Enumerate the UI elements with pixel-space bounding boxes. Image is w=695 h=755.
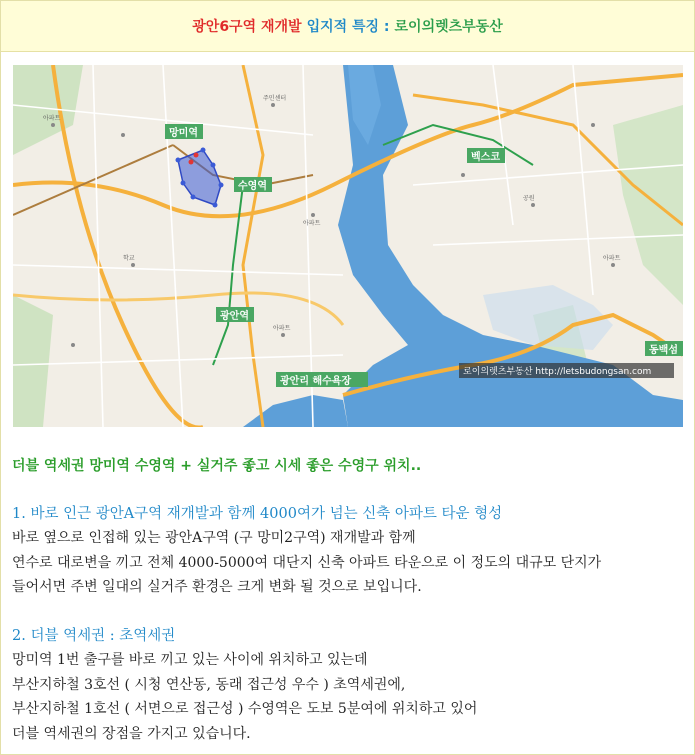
svg-text:학교: 학교 [123,255,135,262]
beach-label [276,372,368,387]
svg-text:광안리 해수욕장: 광안리 해수욕장 [280,376,352,387]
svg-text:아파트: 아파트 [303,220,321,227]
section-2-line: 더블 역세권의 장점을 가지고 있습니다. [12,725,251,742]
svg-text:주민센터: 주민센터 [263,95,287,102]
station-label-suyeong [234,177,272,192]
svg-text:망미역: 망미역 [169,128,198,139]
station-label-beksco [467,148,505,163]
area-map [13,65,683,427]
map-copyright [459,363,674,378]
svg-text:동백섬: 동백섬 [649,345,678,356]
title-part-3: 로이의렛츠부동산 [394,19,503,35]
tagline: 더블 역세권 망미역 수영역 + 실거주 좋고 시세 좋은 수영구 위치.. [12,458,422,474]
section-2-title: 2. 더블 역세권 : 초역세권 [12,628,176,644]
station-label-mangmi [165,124,203,139]
title-part-2: 입지적 특징 : [306,19,390,35]
svg-text:벡스코: 벡스코 [471,152,500,163]
svg-text:로이의렛츠부동산 http://letsbudongsan.: 로이의렛츠부동산 http://letsbudongsan.com [463,367,652,377]
section-2-line: 부산지하철 3호선 ( 시청 연산동, 동래 접근성 우수 ) 초역세권에, [12,676,406,693]
section-1-line: 바로 옆으로 인접해 있는 광안A구역 (구 망미2구역) 재개발과 함께 [12,530,416,546]
title-part-1: 광안6구역 재개발 [192,19,302,35]
svg-text:수영역: 수영역 [238,181,267,192]
svg-text:아파트: 아파트 [43,115,61,122]
station-label-gwangan [216,307,254,322]
section-1-title: 1. 바로 인근 광안A구역 재개발과 함께 4000여가 넘는 신축 아파트 타운 형성 [12,506,503,522]
header-banner [1,1,694,52]
section-1-line: 들어서면 주변 일대의 실거주 환경은 크게 변화 될 것으로 보입니다. [12,579,422,595]
svg-text:아파트: 아파트 [273,325,291,332]
station-label-dongbaek [645,341,683,356]
section-1-line: 연수로 대로변을 끼고 전체 4000-5000여 대단지 신축 아파트 타운으로 이 정도의 대규모 단지가 [12,554,602,571]
map-image [13,65,683,427]
section-2 [12,624,683,746]
svg-text:공원: 공원 [523,195,535,202]
section-2-line: 망미역 1번 출구를 바로 끼고 있는 사이에 위치하고 있는데 [12,652,368,668]
section-2-line: 부산지하철 1호선 ( 서면으로 접근성 ) 수영역은 도보 5분여에 위치하고 있어 [12,701,478,717]
svg-text:광안역: 광안역 [220,311,249,322]
section-1 [12,502,683,600]
svg-text:아파트: 아파트 [603,255,621,262]
